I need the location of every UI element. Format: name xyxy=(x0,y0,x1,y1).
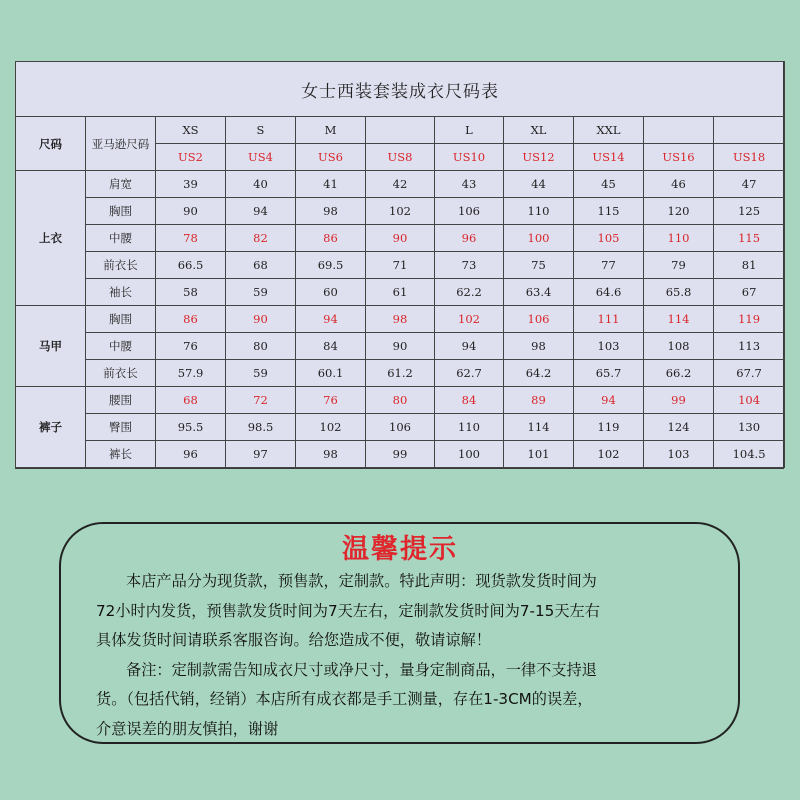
measurement-value: 82 xyxy=(226,225,296,252)
us-size: US6 xyxy=(296,144,366,171)
measurement-label: 裤长 xyxy=(86,441,156,468)
measurement-value: 59 xyxy=(226,279,296,306)
measurement-value: 115 xyxy=(714,225,785,252)
measurement-value: 113 xyxy=(714,333,785,360)
measurement-value: 104.5 xyxy=(714,441,785,468)
measurement-value: 114 xyxy=(644,306,714,333)
size-letter: XS xyxy=(156,117,226,144)
measurement-value: 84 xyxy=(296,333,366,360)
measurement-value: 115 xyxy=(574,198,644,225)
us-size: US18 xyxy=(714,144,785,171)
measurement-value: 102 xyxy=(435,306,504,333)
notice-line: 货。（包括代销，经销）本店所有成衣都是手工测量，存在1-3CM的误差， xyxy=(96,690,593,708)
measurement-value: 39 xyxy=(156,171,226,198)
measurement-label: 腰围 xyxy=(86,387,156,414)
measurement-value: 98 xyxy=(296,198,366,225)
measurement-row xyxy=(16,360,785,387)
us-size: US10 xyxy=(435,144,504,171)
size-chart-table xyxy=(15,61,785,468)
us-size: US12 xyxy=(504,144,574,171)
measurement-value: 41 xyxy=(296,171,366,198)
notice-line: 备注：定制款需告知成衣尺寸或净尺寸，量身定制商品，一律不支持退 xyxy=(126,660,597,679)
measurement-value: 60.1 xyxy=(296,360,366,387)
measurement-value: 62.7 xyxy=(435,360,504,387)
measurement-value: 114 xyxy=(504,414,574,441)
notice-line: 具体发货时间请联系客服咨询。给您造成不便，敬请谅解！ xyxy=(96,631,491,649)
measurement-value: 86 xyxy=(156,306,226,333)
measurement-value: 42 xyxy=(366,171,435,198)
measurement-label: 中腰 xyxy=(86,225,156,252)
measurement-row xyxy=(16,387,785,414)
measurement-value: 103 xyxy=(644,441,714,468)
measurement-row xyxy=(16,198,785,225)
notice-title: 温馨提示 xyxy=(342,534,458,565)
size-letter: L xyxy=(435,117,504,144)
measurement-row xyxy=(16,414,785,441)
measurement-value: 65.8 xyxy=(644,279,714,306)
measurement-value: 40 xyxy=(226,171,296,198)
measurement-value: 99 xyxy=(366,441,435,468)
measurement-value: 44 xyxy=(504,171,574,198)
notice-body xyxy=(96,567,736,744)
measurement-value: 110 xyxy=(435,414,504,441)
measurement-value: 57.9 xyxy=(156,360,226,387)
measurement-label: 臀围 xyxy=(86,414,156,441)
measurement-value: 80 xyxy=(366,387,435,414)
measurement-value: 120 xyxy=(644,198,714,225)
measurement-label: 胸围 xyxy=(86,198,156,225)
measurement-value: 80 xyxy=(226,333,296,360)
size-letter xyxy=(644,117,714,144)
measurement-value: 59 xyxy=(226,360,296,387)
measurement-value: 78 xyxy=(156,225,226,252)
measurement-value: 102 xyxy=(296,414,366,441)
notice-line: 本店产品分为现货款，预售款，定制款。特此声明：现货款发货时间为 xyxy=(126,572,597,590)
measurement-value: 106 xyxy=(366,414,435,441)
measurement-value: 94 xyxy=(435,333,504,360)
measurement-value: 102 xyxy=(366,198,435,225)
measurement-value: 71 xyxy=(366,252,435,279)
measurement-value: 110 xyxy=(644,225,714,252)
measurement-value: 104 xyxy=(714,387,785,414)
measurement-value: 63.4 xyxy=(504,279,574,306)
measurement-row xyxy=(16,252,785,279)
size-header-row xyxy=(16,117,785,144)
garment-group-label: 裤子 xyxy=(16,387,86,468)
measurement-value: 98 xyxy=(366,306,435,333)
measurement-value: 124 xyxy=(644,414,714,441)
measurement-value: 65.7 xyxy=(574,360,644,387)
us-size: US2 xyxy=(156,144,226,171)
measurement-value: 79 xyxy=(644,252,714,279)
measurement-row xyxy=(16,279,785,306)
measurement-value: 90 xyxy=(366,333,435,360)
measurement-value: 96 xyxy=(435,225,504,252)
us-size: US8 xyxy=(366,144,435,171)
measurement-value: 119 xyxy=(574,414,644,441)
measurement-value: 43 xyxy=(435,171,504,198)
measurement-label: 前衣长 xyxy=(86,360,156,387)
measurement-value: 76 xyxy=(156,333,226,360)
measurement-value: 101 xyxy=(504,441,574,468)
size-letter: M xyxy=(296,117,366,144)
measurement-value: 98.5 xyxy=(226,414,296,441)
measurement-value: 89 xyxy=(504,387,574,414)
chart-title: 女士西装套装成衣尺码表 xyxy=(16,62,785,117)
size-letter: XL xyxy=(504,117,574,144)
measurement-value: 58 xyxy=(156,279,226,306)
measurement-label: 胸围 xyxy=(86,306,156,333)
us-size: US4 xyxy=(226,144,296,171)
measurement-value: 76 xyxy=(296,387,366,414)
measurement-value: 98 xyxy=(504,333,574,360)
measurement-value: 60 xyxy=(296,279,366,306)
measurement-label: 前衣长 xyxy=(86,252,156,279)
measurement-value: 103 xyxy=(574,333,644,360)
measurement-row xyxy=(16,306,785,333)
notice-line: 72小时内发货，预售款发货时间为7天左右，定制款发货时间为7-15天左右 xyxy=(96,601,600,620)
measurement-row xyxy=(16,225,785,252)
measurement-value: 90 xyxy=(226,306,296,333)
measurement-value: 64.2 xyxy=(504,360,574,387)
measurement-value: 61 xyxy=(366,279,435,306)
measurement-value: 61.2 xyxy=(366,360,435,387)
measurement-value: 77 xyxy=(574,252,644,279)
measurement-row xyxy=(16,171,785,198)
measurement-value: 68 xyxy=(156,387,226,414)
measurement-value: 102 xyxy=(574,441,644,468)
garment-group-label: 马甲 xyxy=(16,306,86,387)
measurement-row xyxy=(16,441,785,468)
measurement-value: 99 xyxy=(644,387,714,414)
measurement-value: 108 xyxy=(644,333,714,360)
measurement-value: 106 xyxy=(435,198,504,225)
measurement-value: 81 xyxy=(714,252,785,279)
measurement-value: 95.5 xyxy=(156,414,226,441)
measurement-value: 67.7 xyxy=(714,360,785,387)
measurement-label: 中腰 xyxy=(86,333,156,360)
size-letter xyxy=(714,117,785,144)
measurement-value: 69.5 xyxy=(296,252,366,279)
measurement-value: 130 xyxy=(714,414,785,441)
measurement-value: 105 xyxy=(574,225,644,252)
measurement-value: 73 xyxy=(435,252,504,279)
measurement-value: 46 xyxy=(644,171,714,198)
measurement-value: 100 xyxy=(435,441,504,468)
measurement-value: 68 xyxy=(226,252,296,279)
measurement-value: 84 xyxy=(435,387,504,414)
measurement-label: 肩宽 xyxy=(86,171,156,198)
measurement-value: 45 xyxy=(574,171,644,198)
measurement-value: 66.5 xyxy=(156,252,226,279)
measurement-value: 97 xyxy=(226,441,296,468)
size-letter xyxy=(366,117,435,144)
size-letter: S xyxy=(226,117,296,144)
measurement-value: 98 xyxy=(296,441,366,468)
measurement-value: 75 xyxy=(504,252,574,279)
measurement-value: 64.6 xyxy=(574,279,644,306)
notice-line: 介意误差的朋友慎拍，谢谢 xyxy=(96,719,279,738)
measurement-value: 110 xyxy=(504,198,574,225)
measurement-value: 125 xyxy=(714,198,785,225)
us-size: US16 xyxy=(644,144,714,171)
measurement-value: 90 xyxy=(156,198,226,225)
measurement-value: 100 xyxy=(504,225,574,252)
measurement-value: 119 xyxy=(714,306,785,333)
measurement-value: 62.2 xyxy=(435,279,504,306)
measurement-value: 90 xyxy=(366,225,435,252)
measurement-value: 106 xyxy=(504,306,574,333)
measurement-value: 66.2 xyxy=(644,360,714,387)
measurement-value: 67 xyxy=(714,279,785,306)
measurement-value: 94 xyxy=(226,198,296,225)
measurement-value: 72 xyxy=(226,387,296,414)
size-label: 尺码 xyxy=(16,117,86,171)
measurement-value: 86 xyxy=(296,225,366,252)
us-size: US14 xyxy=(574,144,644,171)
measurement-value: 96 xyxy=(156,441,226,468)
measurement-value: 94 xyxy=(296,306,366,333)
size-letter: XXL xyxy=(574,117,644,144)
measurement-label: 袖长 xyxy=(86,279,156,306)
measurement-row xyxy=(16,333,785,360)
amazon-size-label: 亚马逊尺码 xyxy=(86,117,156,171)
garment-group-label: 上衣 xyxy=(16,171,86,306)
measurement-value: 47 xyxy=(714,171,785,198)
measurement-value: 94 xyxy=(574,387,644,414)
measurement-value: 111 xyxy=(574,306,644,333)
